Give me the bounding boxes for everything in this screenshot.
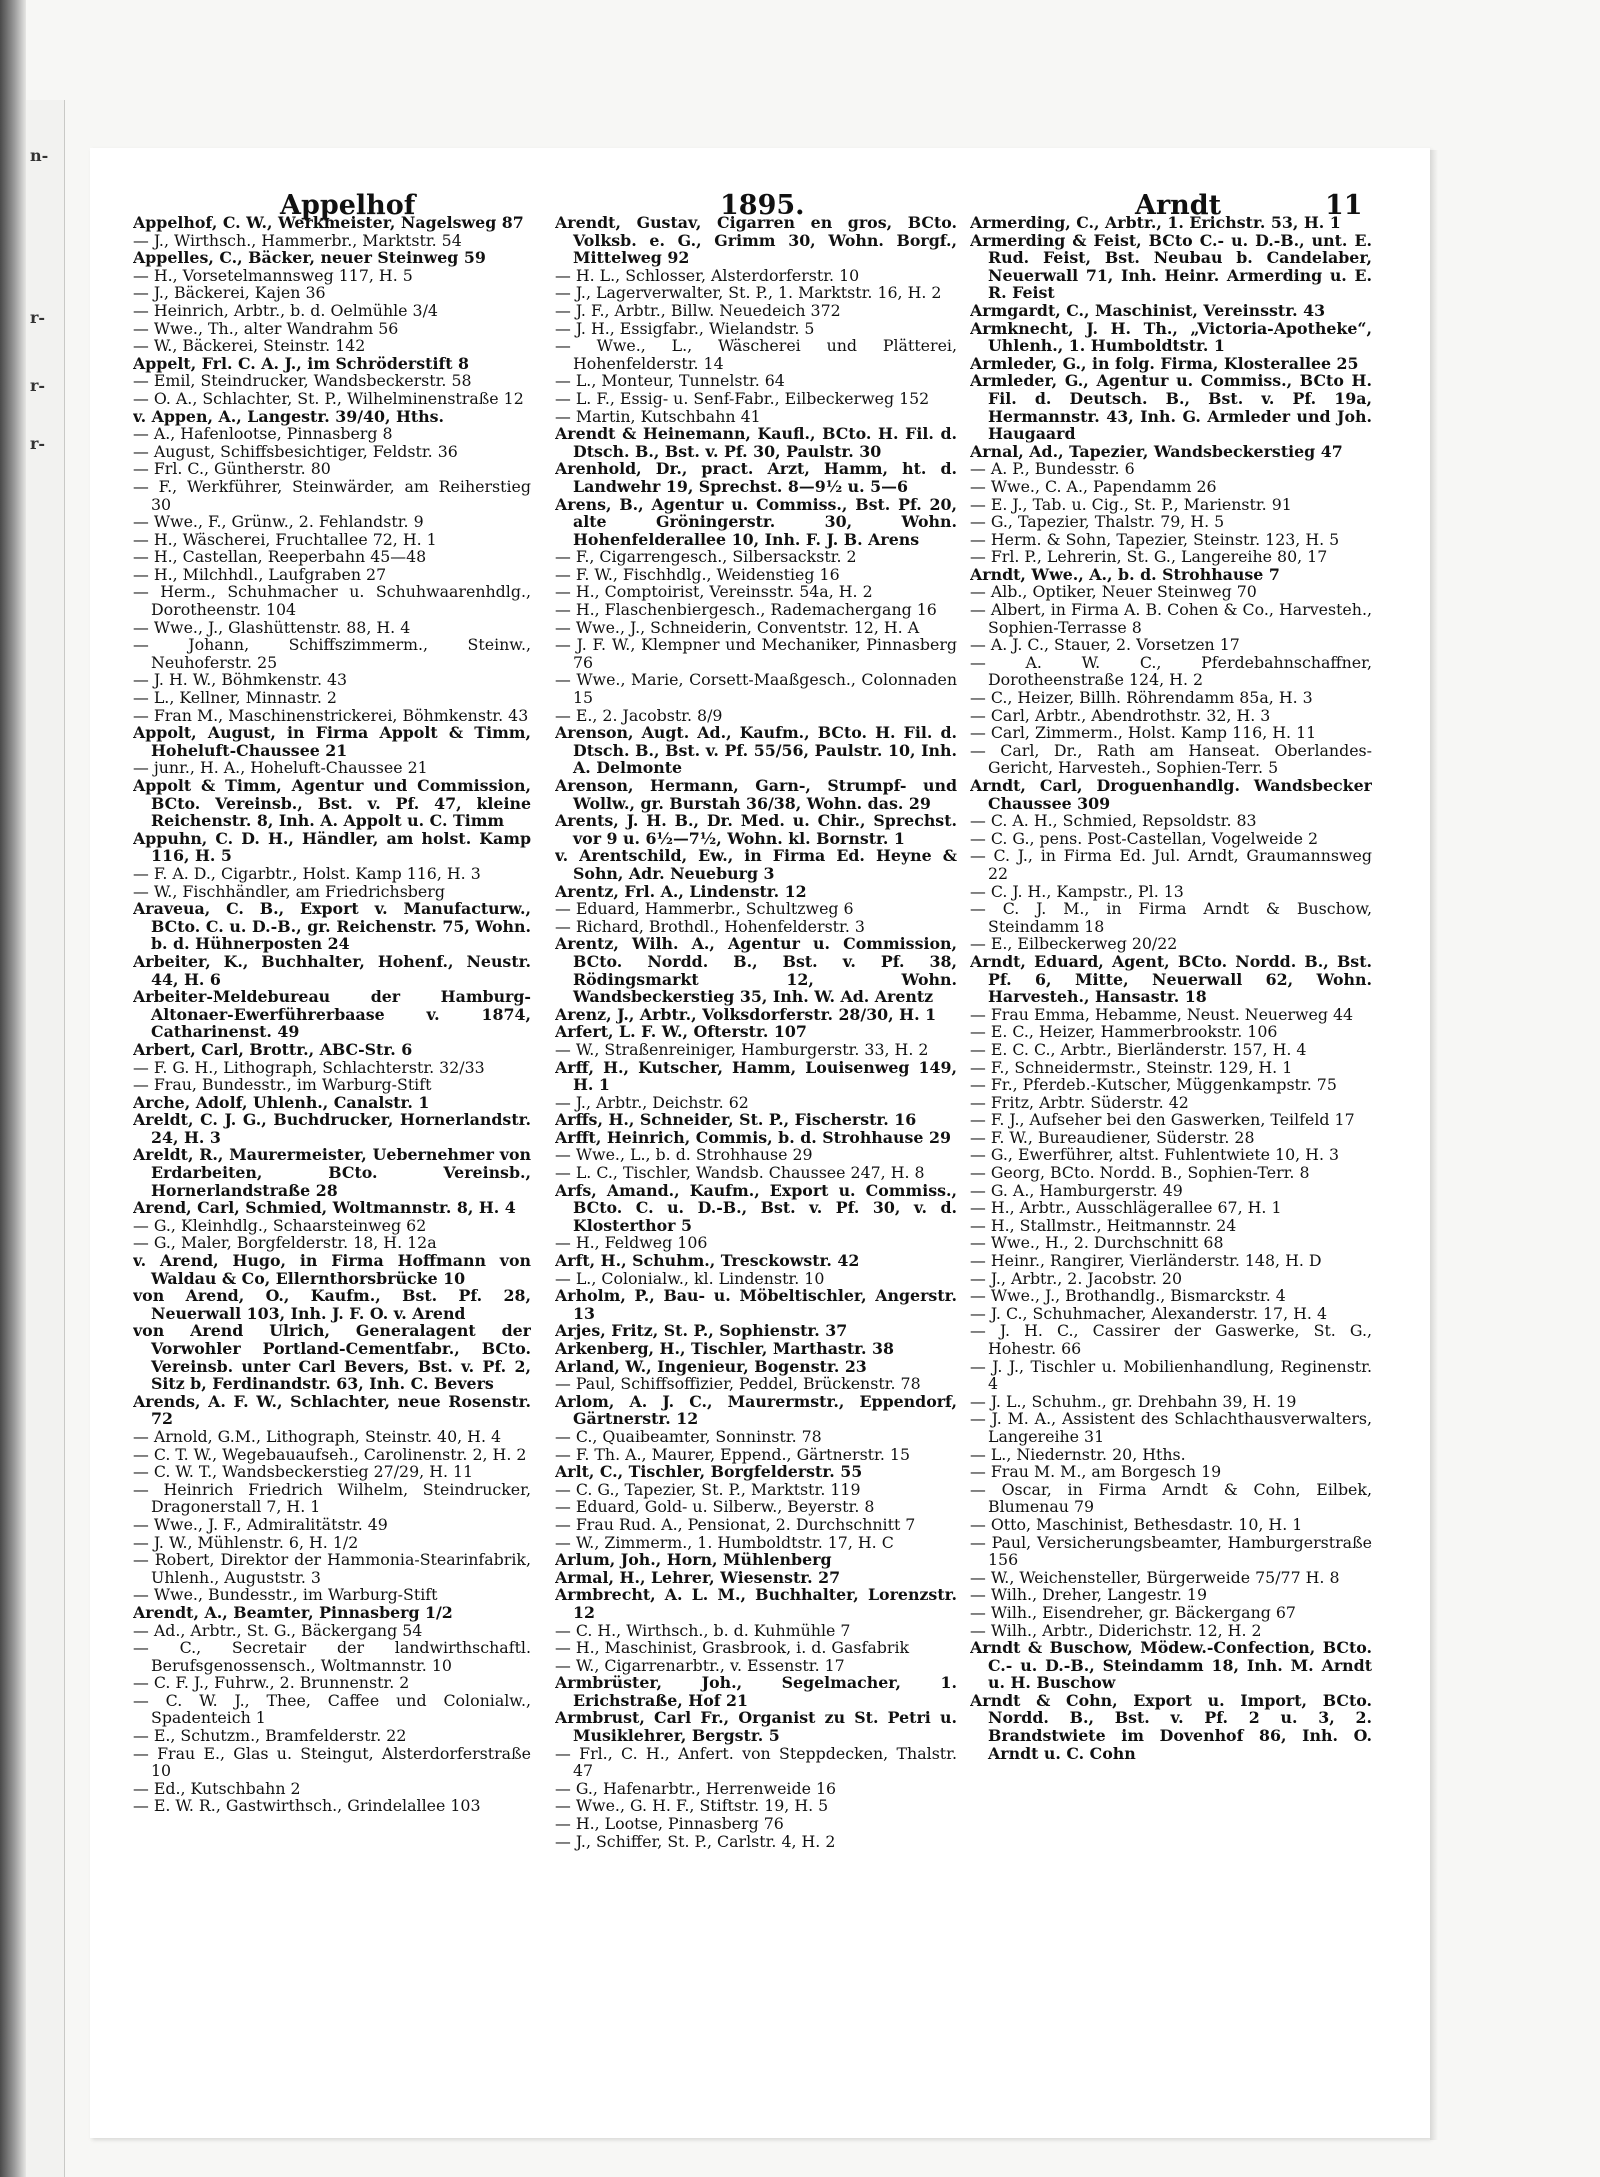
directory-entry: — Alb., Optiker, Neuer Steinweg 70 — [970, 582, 1257, 602]
directory-entry: Armbrecht, A. L. M., Buchhalter, Lorenzstr. 12 — [555, 1585, 957, 1622]
directory-entry: — Frau Rud. A., Pensionat, 2. Durchschnitt 7 — [555, 1514, 916, 1534]
directory-entry: — Frl. P., Lehrerin, St. G., Langereihe 80, 17 — [970, 547, 1328, 567]
directory-entry: — Wwe., L., b. d. Strohhause 29 — [555, 1145, 813, 1165]
directory-entry: Arbert, Carl, Brottr., ABC-Str. 6 — [133, 1039, 413, 1059]
directory-entry: — Ad., Arbtr., St. G., Bäckergang 54 — [133, 1620, 423, 1640]
directory-entry: — H., Wäscherei, Fruchtallee 72, H. 1 — [133, 529, 437, 549]
directory-entry: v. Appen, A., Langestr. 39/40, Hths. — [133, 406, 445, 426]
directory-entry: Appolt & Timm, Agentur und Commission, BCto. Vereinsb., Bst. v. Pf. 47, kleine Reichenstr. 8, Inh. A. Appolt u. C. Timm — [133, 776, 531, 831]
directory-entry: — C. J. M., in Firma Arndt & Buschow, Steindamm 18 — [970, 899, 1372, 936]
directory-entry: — C. H., Wirthsch., b. d. Kuhmühle 7 — [555, 1620, 851, 1640]
directory-entry: — Paul, Schiffsoffizier, Peddel, Brückenstr. 78 — [555, 1374, 921, 1394]
directory-entry: — Herm. & Sohn, Tapezier, Steinstr. 123, H. 5 — [970, 529, 1340, 549]
directory-entry: — Frl., C. H., Anfert. von Steppdecken, Thalstr. 47 — [555, 1743, 957, 1781]
directory-entry: — G., Maler, Borgfelderstr. 18, H. 12a — [133, 1233, 437, 1253]
directory-entry: — C., Secretair der landwirthschaftl. Berufsgenossensch., Woltmannstr. 10 — [133, 1638, 531, 1675]
directory-entry: — F. J., Aufseher bei den Gaswerken, Teilfeld 17 — [970, 1110, 1355, 1130]
directory-entry: — J., Lagerverwalter, St. P., 1. Marktstr. 16, H. 2 — [555, 283, 942, 303]
directory-entry: Armerding & Feist, BCto C.- u. D.-B., unt. E. Rud. Feist, Bst. Neubau b. Candelaber, Neuerwall 71, Inh. Heinr. Armerding u. E. R. Feist — [970, 230, 1372, 303]
header-left-word: Appelhof — [280, 190, 416, 221]
directory-entry: — August, Schiffsbesichtiger, Feldstr. 36 — [133, 441, 458, 461]
directory-entry: — Fr., Pferdeb.-Kutscher, Müggenkampstr. 75 — [970, 1075, 1337, 1095]
directory-entry: — G. A., Hamburgerstr. 49 — [970, 1180, 1183, 1200]
directory-entry: Arland, W., Ingenieur, Bogenstr. 23 — [555, 1356, 867, 1376]
directory-entry: — E. J., Tab. u. Cig., St. P., Marienstr. 91 — [970, 494, 1292, 514]
directory-entry: Arenhold, Dr., pract. Arzt, Hamm, ht. d. Landwehr 19, Sprechst. 8—9½ u. 5—6 — [555, 459, 957, 496]
edge-mark: r- — [30, 376, 46, 395]
directory-entry: — Wilh., Eisendreher, gr. Bäckergang 67 — [970, 1602, 1296, 1622]
directory-entry: — H., Flaschenbiergesch., Rademachergang 16 — [555, 600, 937, 620]
directory-entry: Arft, H., Schuhm., Tresckowstr. 42 — [555, 1251, 860, 1271]
directory-entry: — A., Hafenlootse, Pinnasberg 8 — [133, 424, 393, 444]
directory-entry: — Albert, in Firma A. B. Cohen & Co., Harvesteh., Sophien-Terrasse 8 — [970, 600, 1372, 637]
directory-entry: — H., Lootse, Pinnasberg 76 — [555, 1814, 784, 1834]
directory-entry: — Fran M., Maschinenstrickerei, Böhmkenstr. 43 — [133, 705, 529, 725]
directory-entry: Armgardt, C., Maschinist, Vereinsstr. 43 — [970, 300, 1326, 320]
directory-entry: — J. H. W., Böhmkenstr. 43 — [133, 670, 348, 690]
directory-entry: Appelhof, C. W., Werkmeister, Nagelsweg 87 — [133, 214, 524, 232]
directory-entry: Armbrust, Carl Fr., Organist zu St. Petri u. Musiklehrer, Bergstr. 5 — [555, 1708, 957, 1746]
directory-entry: — H., Vorsetelmannsweg 117, H. 5 — [133, 265, 413, 285]
header-right-word: Arndt — [1135, 190, 1222, 221]
directory-entry: — Otto, Maschinist, Bethesdastr. 10, H. 1 — [970, 1514, 1303, 1534]
directory-entry: — Wwe., Marie, Corsett-Maaßgesch., Colonnaden 15 — [555, 670, 957, 708]
directory-entry: — L., Monteur, Tunnelstr. 64 — [555, 371, 785, 391]
directory-entry: — W., Cigarrenarbtr., v. Essenstr. 17 — [555, 1655, 845, 1675]
directory-entry: — H., Milchhdl., Laufgraben 27 — [133, 564, 387, 584]
directory-entry: — C., Quaibeamter, Sonninstr. 78 — [555, 1426, 822, 1446]
directory-entry: — Heinrich, Arbtr., b. d. Oelmühle 3/4 — [133, 300, 438, 320]
directory-entry: v. Arentschild, Ew., in Firma Ed. Heyne & Sohn, Adr. Neueburg 3 — [555, 846, 957, 883]
directory-entry: — W., Zimmerm., 1. Humboldtstr. 17, H. C — [555, 1532, 894, 1552]
directory-entry: v. Arend, Hugo, in Firma Hoffmann von Waldau & Co, Ellernthorsbrücke 10 — [133, 1251, 531, 1288]
directory-entry: — C. A. H., Schmied, Repsoldstr. 83 — [970, 811, 1257, 831]
directory-entry: — C. J., in Firma Ed. Jul. Arndt, Graumannsweg 22 — [970, 846, 1372, 883]
directory-entry: Appuhn, C. D. H., Händler, am holst. Kamp 116, H. 5 — [133, 828, 531, 866]
directory-entry: — Martin, Kutschbahn 41 — [555, 406, 761, 426]
directory-entry: Arndt & Cohn, Export u. Import, BCto. Nordd. B., Bst. v. Pf. 2 u. 3, 2. Brandstwiete im Dovenhof 86, Inh. O. Arndt u. C. Cohn — [970, 1690, 1372, 1763]
directory-entry: — L., Colonialw., kl. Lindenstr. 10 — [555, 1268, 825, 1288]
directory-entry: Arends, A. F. W., Schlachter, neue Rosenstr. 72 — [133, 1391, 531, 1429]
directory-entry: — Herm., Schuhmacher u. Schuhwaarenhdlg., Dorotheenstr. 104 — [133, 582, 531, 620]
directory-entry: — H., Maschinist, Grasbrook, i. d. Gasfabrik — [555, 1638, 910, 1658]
directory-entry: — J. M. A., Assistent des Schlachthausverwalters, Langereihe 31 — [970, 1409, 1372, 1446]
page-number: 11 — [1325, 190, 1363, 221]
directory-entry: Arentz, Frl. A., Lindenstr. 12 — [555, 881, 807, 901]
directory-entry: — Carl, Zimmerm., Holst. Kamp 116, H. 11 — [970, 723, 1317, 743]
directory-entry: — E., Schutzm., Bramfelderstr. 22 — [133, 1726, 407, 1746]
directory-entry: Arendt, Gustav, Cigarren en gros, BCto. Volksb. e. G., Grimm 30, Wohn. Borgf., Mittelweg 92 — [555, 214, 957, 268]
directory-entry: Appelt, Frl. C. A. J., im Schröderstift 8 — [133, 353, 470, 373]
directory-entry: Armal, H., Lehrer, Wiesenstr. 27 — [555, 1567, 841, 1587]
directory-entry: Arenson, Augt. Ad., Kaufm., BCto. H. Fil. d. Dtsch. B., Bst. v. Pf. 55/56, Paulstr. 10, Inh. A. Delmonte — [555, 723, 957, 778]
directory-entry: — A. J. C., Stauer, 2. Vorsetzen 17 — [970, 635, 1240, 655]
directory-entry: — J. W., Mühlenstr. 6, H. 1/2 — [133, 1532, 359, 1552]
directory-entry: — H. L., Schlosser, Alsterdorferstr. 10 — [555, 265, 860, 285]
directory-entry: Areldt, C. J. G., Buchdrucker, Hornerlandstr. 24, H. 3 — [133, 1110, 531, 1147]
directory-entry: — Carl, Dr., Rath am Hanseat. Oberlandes-Gericht, Harvesteh., Sophien-Terr. 5 — [970, 740, 1372, 778]
directory-entry: Arndt, Wwe., A., b. d. Strohhause 7 — [970, 564, 1280, 584]
directory-entry: — G., Ewerführer, altst. Fuhlentwiete 10, H. 3 — [970, 1145, 1340, 1165]
adjacent-page-edge — [26, 100, 65, 2177]
directory-entry: Arlum, Joh., Horn, Mühlenberg — [555, 1550, 832, 1570]
directory-entry: — Eduard, Gold- u. Silberw., Beyerstr. 8 — [555, 1497, 875, 1517]
directory-entry: Arenson, Hermann, Garn-, Strumpf- und Wollw., gr. Burstah 36/38, Wohn. das. 29 — [555, 776, 957, 813]
directory-entry: — F., Werkführer, Steinwärder, am Reiherstieg 30 — [133, 476, 531, 514]
edge-mark: r- — [30, 434, 46, 453]
directory-column-3 — [970, 214, 1372, 2104]
directory-entry: — Frau Emma, Hebamme, Neust. Neuerweg 44 — [970, 1004, 1354, 1024]
directory-entry: — E., 2. Jacobstr. 8/9 — [555, 705, 723, 725]
directory-entry: — J., Arbtr., 2. Jacobstr. 20 — [970, 1268, 1183, 1288]
directory-entry: — W., Weichensteller, Bürgerweide 75/77 H. 8 — [970, 1567, 1340, 1587]
directory-entry: Armleder, G., in folg. Firma, Klosterallee 25 — [970, 353, 1359, 373]
directory-entry: Appolt, August, in Firma Appolt & Timm, Hoheluft-Chaussee 21 — [133, 723, 531, 760]
directory-entry: — J. L., Schuhm., gr. Drehbahn 39, H. 19 — [970, 1391, 1297, 1411]
directory-entry: — J. C., Schuhmacher, Alexanderstr. 17, H. 4 — [970, 1303, 1328, 1323]
directory-entry: — H., Arbtr., Ausschlägerallee 67, H. 1 — [970, 1198, 1282, 1218]
directory-entry: — H., Stallmstr., Heitmannstr. 24 — [970, 1215, 1237, 1235]
directory-entry: Araveua, C. B., Export v. Manufacturw., BCto. C. u. D.-B., gr. Reichenstr. 75, Wohn. b. d. Hühnerposten 24 — [133, 899, 531, 954]
directory-entry: von Arend, O., Kaufm., Bst. Pf. 28, Neuerwall 103, Inh. J. F. O. v. Arend — [133, 1286, 531, 1323]
directory-entry: — C. J. H., Kampstr., Pl. 13 — [970, 881, 1184, 901]
directory-entry: — Wilh., Arbtr., Diderichstr. 12, H. 2 — [970, 1620, 1262, 1640]
directory-entry: Arfs, Amand., Kaufm., Export u. Commiss., BCto. C. u. D.-B., Bst. v. Pf. 30, v. d. Klosterthor 5 — [555, 1180, 957, 1235]
directory-entry: Arndt & Buschow, Mödew.-Confection, BCto. C.- u. D.-B., Steindamm 18, Inh. M. Arndt u. H. Buschow — [970, 1638, 1372, 1693]
directory-entry: Arenz, J., Arbtr., Volksdorferstr. 28/30, H. 1 — [555, 1004, 937, 1024]
directory-entry: Arbeiter-Meldebureau der Hamburg-Altonaer-Ewerführerbaase v. 1874, Catharinenst. 49 — [133, 987, 531, 1042]
directory-entry: — Wwe., C. A., Papendamm 26 — [970, 476, 1217, 496]
directory-entry: — F. A. D., Cigarbtr., Holst. Kamp 116, H. 3 — [133, 863, 481, 883]
edge-mark: n- — [30, 146, 49, 165]
directory-entry: — junr., H. A., Hoheluft-Chaussee 21 — [133, 758, 428, 778]
directory-entry: Arnal, Ad., Tapezier, Wandsbeckerstieg 47 — [970, 441, 1343, 461]
directory-entry: Arkenberg, H., Tischler, Marthastr. 38 — [555, 1339, 895, 1358]
directory-entry: — F. G. H., Lithograph, Schlachterstr. 32/33 — [133, 1057, 485, 1077]
directory-entry: — Wwe., J., Schneiderin, Conventstr. 12, H. A — [555, 617, 920, 637]
directory-entry: — O. A., Schlachter, St. P., Wilhelminenstraße 12 — [133, 388, 524, 408]
directory-entry: — C. F. J., Fuhrw., 2. Brunnenstr. 2 — [133, 1673, 410, 1693]
directory-entry: — Paul, Versicherungsbeamter, Hamburgerstraße 156 — [970, 1532, 1372, 1570]
directory-entry: — Emil, Steindrucker, Wandsbeckerstr. 58 — [133, 371, 472, 391]
directory-entry: — Carl, Arbtr., Abendrothstr. 32, H. 3 — [970, 705, 1271, 725]
directory-entry: — G., Kleinhdlg., Schaarsteinweg 62 — [133, 1215, 427, 1235]
directory-entry: Armerding, C., Arbtr., 1. Erichstr. 53, H. 1 — [970, 214, 1341, 232]
directory-entry: Arche, Adolf, Uhlenh., Canalstr. 1 — [133, 1092, 430, 1112]
directory-entry: von Arend Ulrich, Generalagent der Vorwohler Portland-Cementfabr., BCto. Vereinsb. unter Carl Bevers, Bst. v. Pf. 2, Sitz b, Ferdinandstr. 63, Inh. C. Bevers — [133, 1321, 531, 1394]
directory-entry: — Eduard, Hammerbr., Schultzweg 6 — [555, 899, 854, 919]
directory-entry: — E., Eilbeckerweg 20/22 — [970, 934, 1178, 954]
directory-entry: — Johann, Schiffszimmerm., Steinw., Neuhoferstr. 25 — [133, 635, 531, 672]
directory-entry: — F. W., Bureaudiener, Süderstr. 28 — [970, 1127, 1255, 1147]
directory-entry: — E. C. C., Arbtr., Bierländerstr. 157, H. 4 — [970, 1039, 1307, 1059]
directory-entry: Arlom, A. J. C., Maurermstr., Eppendorf, Gärtnerstr. 12 — [555, 1391, 957, 1429]
directory-entry: — G., Tapezier, Thalstr. 79, H. 5 — [970, 512, 1225, 532]
directory-entry: — Wwe., F., Grünw., 2. Fehlandstr. 9 — [133, 512, 424, 532]
directory-column-2 — [555, 214, 957, 2104]
directory-entry: — Frau M. M., am Borgesch 19 — [970, 1462, 1222, 1482]
directory-entry: — Wwe., G. H. F., Stiftstr. 19, H. 5 — [555, 1796, 829, 1816]
directory-entry: — C. G., Tapezier, St. P., Marktstr. 119 — [555, 1479, 861, 1499]
directory-entry: Armbrüster, Joh., Segelmacher, 1. Erichstraße, Hof 21 — [555, 1673, 957, 1710]
directory-entry: — J. J., Tischler u. Mobilienhandlung, Reginenstr. 4 — [970, 1356, 1372, 1394]
directory-entry: — J. F., Arbtr., Billw. Neuedeich 372 — [555, 300, 841, 320]
directory-entry: — C. T. W., Wegebauaufseh., Carolinenstr. 2, H. 2 — [133, 1444, 527, 1464]
directory-entry: — Oscar, in Firma Arndt & Cohn, Eilbek, Blumenau 79 — [970, 1479, 1372, 1517]
directory-entry: — Robert, Direktor der Hammonia-Stearinfabrik, Uhlenh., Auguststr. 3 — [133, 1550, 531, 1587]
directory-entry: — F., Cigarrengesch., Silbersackstr. 2 — [555, 547, 857, 567]
directory-entry: Arend, Carl, Schmied, Woltmannstr. 8, H. 4 — [133, 1198, 516, 1218]
directory-entry: Arendt & Heinemann, Kaufl., BCto. H. Fil. d. Dtsch. B., Bst. v. Pf. 30, Paulstr. 30 — [555, 424, 957, 461]
directory-entry: — W., Bäckerei, Steinstr. 142 — [133, 336, 366, 356]
directory-entry: — Fritz, Arbtr. Süderstr. 42 — [970, 1092, 1189, 1112]
directory-entry: — J., Arbtr., Deichstr. 62 — [555, 1092, 749, 1112]
directory-entry: Armknecht, J. H. Th., „Victoria-Apotheke“, Uhlenh., 1. Humboldtstr. 1 — [970, 318, 1372, 356]
directory-entry: — C. W. T., Wandsbeckerstieg 27/29, H. 11 — [133, 1462, 474, 1482]
directory-entry: — J. H. C., Cassirer der Gaswerke, St. G., Hohestr. 66 — [970, 1321, 1372, 1358]
directory-entry: Appelles, C., Bäcker, neuer Steinweg 59 — [133, 248, 486, 268]
directory-entry: — Frl. C., Güntherstr. 80 — [133, 459, 331, 479]
directory-entry: — Arnold, G.M., Lithograph, Steinstr. 40, H. 4 — [133, 1426, 502, 1446]
directory-entry: Arens, B., Agentur u. Commiss., Bst. Pf. 20, alte Gröningerstr. 30, Wohn. Hohenfelderallee 10, Inh. F. J. B. Arens — [555, 494, 957, 549]
directory-entry: — J. F. W., Klempner und Mechaniker, Pinnasberg 76 — [555, 635, 957, 672]
directory-entry: — Richard, Brothdl., Hohenfelderstr. 3 — [555, 916, 865, 936]
directory-entry: — J., Wirthsch., Hammerbr., Marktstr. 54 — [133, 230, 462, 250]
directory-entry: — Heinr., Rangirer, Vierländerstr. 148, H. D — [970, 1251, 1322, 1271]
directory-entry: — L. F., Essig- u. Senf-Fabr., Eilbeckerweg 152 — [555, 388, 930, 408]
directory-entry: — C. G., pens. Post-Castellan, Vogelweide 2 — [970, 828, 1319, 848]
directory-entry: Arlt, C., Tischler, Borgfelderstr. 55 — [555, 1462, 863, 1482]
directory-entry: Arff, H., Kutscher, Hamm, Louisenweg 149, H. 1 — [555, 1057, 957, 1095]
directory-entry: Armleder, G., Agentur u. Commiss., BCto H. Fil. d. Deutsch. B., Bst. v. Pf. 19a, Hermannstr. 43, Inh. G. Armleder und Joh. Haugaard — [970, 371, 1372, 444]
directory-entry: — E. C., Heizer, Hammerbrookstr. 106 — [970, 1022, 1278, 1042]
directory-entry: — F. Th. A., Maurer, Eppend., Gärtnerstr. 15 — [555, 1444, 910, 1464]
directory-entry: Arents, J. H. B., Dr. Med. u. Chir., Sprechst. vor 9 u. 6½—7½, Wohn. kl. Bornstr. 1 — [555, 811, 957, 848]
directory-entry: — H., Feldweg 106 — [555, 1233, 708, 1253]
directory-entry: Areldt, R., Maurermeister, Uebernehmer von Erdarbeiten, BCto. Vereinsb., Hornerlandstraße 28 — [133, 1145, 531, 1200]
directory-entry: — Frau, Bundesstr., im Warburg-Stift — [133, 1075, 432, 1095]
directory-entry: — Frau E., Glas u. Steingut, Alsterdorferstraße 10 — [133, 1743, 531, 1781]
directory-entry: Arndt, Carl, Droguenhandlg. Wandsbecker Chaussee 309 — [970, 776, 1372, 813]
directory-entry: Arentz, Wilh. A., Agentur u. Commission, BCto. Nordd. B., Bst. v. Pf. 38, Rödingsmarkt 12, Wohn. Wandsbeckerstieg 35, Inh. W. Ad. Arentz — [555, 934, 957, 1007]
directory-entry: — F., Schneidermstr., Steinstr. 129, H. 1 — [970, 1057, 1293, 1077]
directory-entry: — A. W. C., Pferdebahnschaffner, Dorotheenstraße 124, H. 2 — [970, 652, 1372, 690]
directory-entry: Arfert, L. F. W., Ofterstr. 107 — [555, 1022, 807, 1042]
scan-left-shadow — [0, 0, 26, 2177]
directory-entry: — L. C., Tischler, Wandsb. Chaussee 247, H. 8 — [555, 1163, 925, 1183]
directory-entry: — Wwe., Th., alter Wandrahm 56 — [133, 318, 399, 338]
header-year: 1895. — [720, 190, 805, 221]
directory-entry: — A. P., Bundesstr. 6 — [970, 459, 1135, 479]
directory-entry: — J., Bäckerei, Kajen 36 — [133, 283, 326, 303]
page-right-edge — [1430, 150, 1438, 2140]
directory-entry: — W., Straßenreiniger, Hamburgerstr. 33, H. 2 — [555, 1039, 929, 1059]
directory-entry: — J. H., Essigfabr., Wielandstr. 5 — [555, 318, 815, 338]
directory-entry: — Wilh., Dreher, Langestr. 19 — [970, 1585, 1208, 1605]
directory-entry: Arbeiter, K., Buchhalter, Hohenf., Neustr. 44, H. 6 — [133, 951, 531, 989]
edge-mark: r- — [30, 308, 46, 327]
directory-entry: — L., Kellner, Minnastr. 2 — [133, 688, 337, 708]
directory-entry: — C. W. J., Thee, Caffee und Colonialw., Spadenteich 1 — [133, 1690, 531, 1728]
directory-entry: — Georg, BCto. Nordd. B., Sophien-Terr. 8 — [970, 1163, 1310, 1183]
directory-column-1 — [133, 214, 531, 2104]
directory-entry: — W., Fischhändler, am Friedrichsberg — [133, 881, 445, 901]
directory-entry: — Wwe., J., Brothandlg., Bismarckstr. 4 — [970, 1286, 1286, 1306]
directory-entry: Arffs, H., Schneider, St. P., Fischerstr. 16 — [555, 1110, 917, 1130]
directory-entry: Arholm, P., Bau- u. Möbeltischler, Angerstr. 13 — [555, 1286, 957, 1323]
directory-entry: — Wwe., Bundesstr., im Warburg-Stift — [133, 1585, 438, 1605]
directory-entry: Arjes, Fritz, St. P., Sophienstr. 37 — [555, 1321, 848, 1341]
directory-entry: — Ed., Kutschbahn 2 — [133, 1778, 301, 1798]
directory-entry: — E. W. R., Gastwirthsch., Grindelallee 103 — [133, 1796, 481, 1816]
directory-entry: — Wwe., L., Wäscherei und Plätterei, Hohenfelderstr. 14 — [555, 336, 957, 373]
directory-entry: — F. W., Fischhdlg., Weidenstieg 16 — [555, 564, 840, 584]
directory-entry: — Wwe., H., 2. Durchschnitt 68 — [970, 1233, 1224, 1253]
directory-entry: — J., Schiffer, St. P., Carlstr. 4, H. 2 — [555, 1831, 836, 1851]
directory-entry: — Wwe., J., Glashüttenstr. 88, H. 4 — [133, 617, 411, 637]
directory-entry: — Heinrich Friedrich Wilhelm, Steindrucker, Dragonerstall 7, H. 1 — [133, 1479, 531, 1517]
directory-entry: Arendt, A., Beamter, Pinnasberg 1/2 — [133, 1602, 453, 1622]
directory-entry: — C., Heizer, Billh. Röhrendamm 85a, H. 3 — [970, 688, 1313, 708]
directory-entry: — G., Hafenarbtr., Herrenweide 16 — [555, 1778, 837, 1798]
directory-entry: Arfft, Heinrich, Commis, b. d. Strohhause 29 — [555, 1127, 951, 1147]
directory-entry: — H., Castellan, Reeperbahn 45—48 — [133, 547, 427, 567]
directory-entry: — L., Niedernstr. 20, Hths. — [970, 1444, 1186, 1464]
directory-entry: Arndt, Eduard, Agent, BCto. Nordd. B., Bst. Pf. 6, Mitte, Neuerwall 62, Wohn. Harvesteh., Hansastr. 18 — [970, 951, 1372, 1007]
directory-entry: — Wwe., J. F., Admiralitätstr. 49 — [133, 1514, 388, 1534]
directory-entry: — H., Comptoirist, Vereinsstr. 54a, H. 2 — [555, 582, 873, 602]
